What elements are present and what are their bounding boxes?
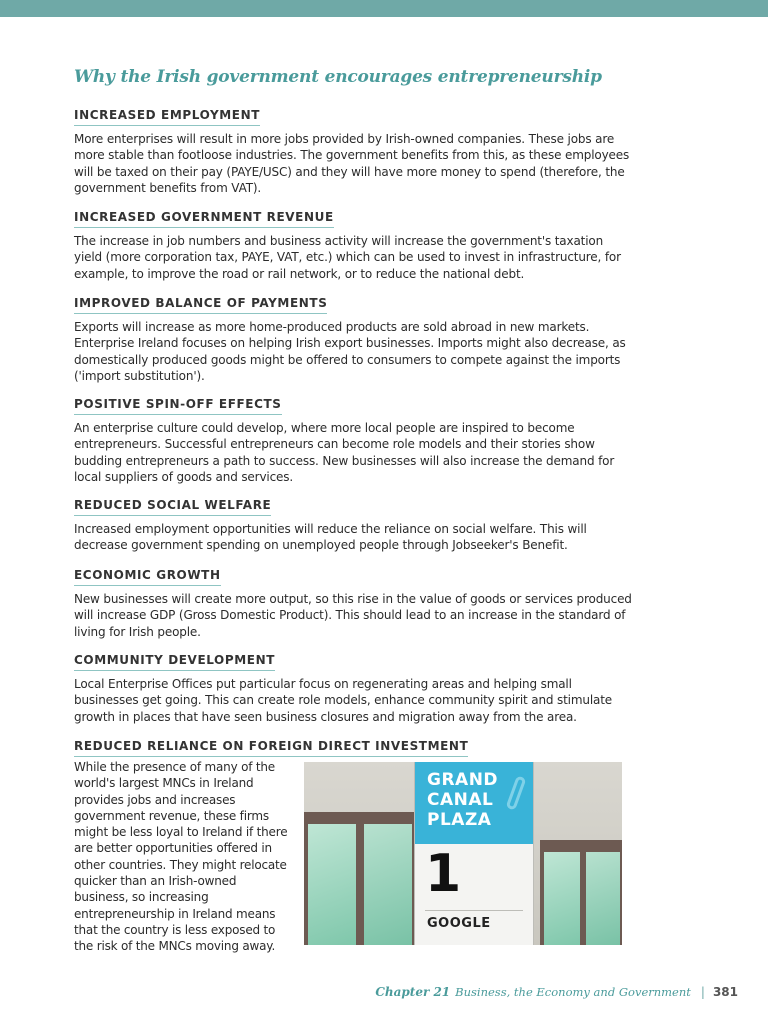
footer-separator: | xyxy=(700,985,705,999)
footer-chapter: Chapter 21 xyxy=(375,985,451,999)
section-improved-balance-of-payments xyxy=(74,292,634,384)
sign-number: 1 xyxy=(425,844,462,904)
section-economic-growth xyxy=(74,564,634,640)
section-text: More enterprises will result in more jobs provided by Irish-owned companies. These jobs are more stable than footloose industries. The government benefits from this, as these employees will be taxed on their pay (PAYE/USC) and they will have more money to spend (therefore, the government benefits from VAT). xyxy=(74,132,630,195)
top-color-band xyxy=(0,0,768,17)
section-heading: REDUCED RELIANCE ON FOREIGN DIRECT INVESTMENT xyxy=(74,739,468,757)
sign-name xyxy=(427,770,517,830)
section-reduced-social-welfare xyxy=(74,494,634,554)
section-community-development xyxy=(74,649,634,725)
section-increased-employment xyxy=(74,104,634,196)
section-text: Exports will increase as more home-produced products are sold abroad in new markets. Enterprise Ireland focuses on helping Irish export businesses. Imports might also decrease, as domestically produced goods might be offered to consumers to compete against the imports ('import substitution'). xyxy=(74,320,626,383)
page-title: Why the Irish government encourages entrepreneurship xyxy=(74,67,602,87)
building-sign xyxy=(414,762,534,945)
section-heading: ECONOMIC GROWTH xyxy=(74,568,221,586)
section-text: Local Enterprise Offices put particular focus on regenerating areas and helping small businesses get going. This can create role models, enhance community spirit and stimulate growth in places that have seen business closures and migration away from the area. xyxy=(74,677,613,724)
section-heading: INCREASED GOVERNMENT REVENUE xyxy=(74,210,334,228)
sign-divider xyxy=(425,910,523,911)
footer-chapter-title: Business, the Economy and Government xyxy=(455,985,691,999)
page-number: 381 xyxy=(712,985,738,999)
section-heading: INCREASED EMPLOYMENT xyxy=(74,108,260,126)
section-heading: REDUCED SOCIAL WELFARE xyxy=(74,498,271,516)
window-pane xyxy=(586,852,620,945)
sign-name-text: GRAND CANAL PLAZA xyxy=(427,770,499,830)
sign-tenant: GOOGLE xyxy=(427,916,491,931)
section-text: New businesses will create more output, so this rise in the value of goods or services produced will increase GDP (Gross Domestic Product). This should lead to an increase in the standard of living for Irish people. xyxy=(74,592,632,639)
section-text: While the presence of many of the world's largest MNCs in Ireland provides jobs and increases government revenue, these firms might be less loyal to Ireland if there are better opportunities offered in other countries. They might relocate quicker than an Irish-owned business, so increasing entrepreneurship in Ireland means that the country is less exposed to the risk of the MNCs moving away. xyxy=(74,760,288,954)
section-text: The increase in job numbers and business activity will increase the government's taxation yield (more corporation tax, PAYE, VAT, etc.) which can be used to invest in infrastructure, for example, to improve the road or rail network, or to reduce the national debt. xyxy=(74,234,621,281)
section-reduced-reliance-on-fdi xyxy=(74,735,634,757)
section-heading: COMMUNITY DEVELOPMENT xyxy=(74,653,275,671)
window-pane xyxy=(544,852,580,945)
window-pane xyxy=(308,824,356,945)
section-heading: POSITIVE SPIN-OFF EFFECTS xyxy=(74,397,282,415)
section-text: An enterprise culture could develop, where more local people are inspired to become entrepreneurs. Successful entrepreneurs can become role models and their stories show budding entrepreneurs a path to success. New businesses will also increase the demand for local suppliers of goods and services. xyxy=(74,421,615,484)
section-positive-spin-off-effects xyxy=(74,393,634,485)
sign-header xyxy=(415,762,533,844)
section-heading: IMPROVED BALANCE OF PAYMENTS xyxy=(74,296,327,314)
section-text: Increased employment opportunities will reduce the reliance on social welfare. This will decrease government spending on unemployed people through Jobseeker's Benefit. xyxy=(74,522,587,553)
page-footer xyxy=(375,985,738,999)
window-pane xyxy=(364,824,412,945)
section-increased-government-revenue xyxy=(74,206,634,282)
grand-canal-plaza-photo xyxy=(304,762,622,945)
